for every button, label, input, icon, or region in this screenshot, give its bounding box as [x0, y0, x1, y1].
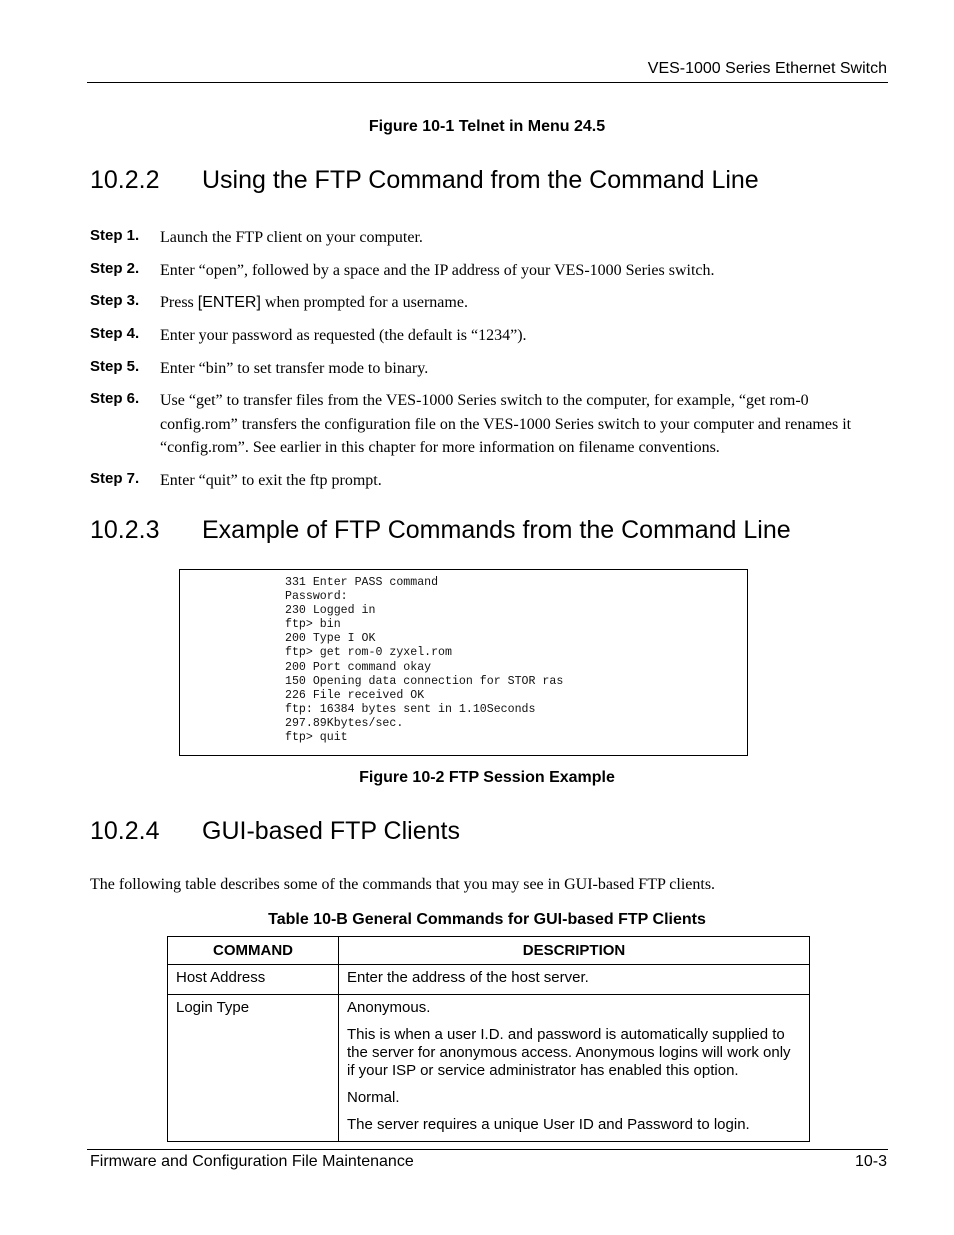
code-line: 230 Logged in — [285, 604, 376, 618]
step-label: Step 5. — [90, 358, 140, 375]
column-header-description: DESCRIPTION — [339, 937, 810, 965]
description-cell — [339, 965, 810, 995]
step-label: Step 6. — [90, 390, 140, 407]
step-text: Enter “open”, followed by a space and the IP address of your VES-1000 Series switch. — [160, 262, 715, 279]
command-cell: Host Address — [168, 965, 339, 995]
step-text: Launch the FTP client on your computer. — [160, 229, 423, 246]
step-label: Step 3. — [90, 292, 140, 309]
description-text: The server requires a unique User ID and Password to login. — [347, 1116, 750, 1133]
code-line: 200 Port command okay — [285, 660, 432, 674]
code-line: ftp> get rom-0 zyxel.rom — [285, 646, 452, 660]
code-line: 200 Type I OK — [285, 632, 376, 646]
section-heading-10-2-2 — [90, 166, 759, 195]
step-text: Enter “quit” to exit the ftp prompt. — [160, 472, 382, 489]
code-line: Password: — [285, 590, 348, 604]
step-text — [160, 291, 870, 315]
footer-chapter-title: Firmware and Configuration File Maintenance — [90, 1153, 414, 1170]
step-label: Step 4. — [90, 325, 140, 342]
page-number: 10-3 — [854, 1153, 887, 1170]
step-label: Step 1. — [90, 227, 140, 244]
table-row — [168, 995, 810, 1142]
ftp-session-code-box — [179, 569, 748, 756]
table-row — [168, 965, 810, 995]
command-cell: Login Type — [168, 995, 339, 1142]
section-heading-10-2-4 — [90, 817, 460, 846]
step-3 — [90, 291, 870, 315]
section-number: 10.2.3 — [90, 516, 160, 544]
code-line: 226 File received OK — [285, 688, 425, 702]
table-header-row — [168, 937, 810, 965]
running-header: VES-1000 Series Ethernet Switch — [647, 60, 887, 77]
figure-caption-telnet: Figure 10-1 Telnet in Menu 24.5 — [368, 118, 606, 135]
code-line: ftp> quit — [285, 731, 348, 745]
intro-paragraph: The following table describes some of the commands that you may see in GUI-based FTP clients. — [90, 876, 716, 893]
step-7 — [90, 469, 870, 493]
code-line: 150 Opening data connection for STOR ras — [285, 674, 564, 688]
code-block — [285, 576, 563, 745]
footer-rule — [87, 1149, 888, 1150]
step-label: Step 2. — [90, 260, 140, 277]
step-text-before: Press — [160, 294, 198, 311]
table-caption: Table 10-B General Commands for GUI-based FTP Clients — [268, 911, 706, 928]
section-title: GUI-based FTP Clients — [202, 817, 460, 845]
column-header-command: COMMAND — [168, 937, 339, 965]
step-6 — [90, 389, 870, 460]
code-line: 331 Enter PASS command — [285, 576, 439, 589]
section-number: 10.2.2 — [90, 166, 160, 194]
description-text: Enter the address of the host server. — [347, 969, 589, 986]
step-text-after: when prompted for a username. — [260, 294, 468, 311]
step-text: Enter “bin” to set transfer mode to binary. — [160, 360, 429, 377]
section-number: 10.2.4 — [90, 817, 160, 845]
step-label: Step 7. — [90, 470, 140, 487]
code-line: ftp: 16384 bytes sent in 1.10Seconds — [285, 702, 536, 716]
enter-key: [ENTER] — [197, 294, 261, 311]
step-4 — [90, 324, 870, 348]
section-title: Example of FTP Commands from the Command Line — [202, 516, 791, 544]
step-text: Use “get” to transfer files from the VES-1000 Series switch to the computer, for example, “get rom-0 config.rom” transfers the configuration file on the VES-1000 Series switch to your computer and renames it “config.rom”. See earlier in this chapter for more information on filename conventions. — [160, 392, 852, 456]
step-5 — [90, 357, 870, 381]
step-1 — [90, 226, 870, 250]
section-title: Using the FTP Command from the Command Line — [202, 166, 759, 194]
header-rule — [87, 82, 888, 83]
step-2 — [90, 259, 870, 283]
section-heading-10-2-3 — [90, 516, 791, 545]
figure-caption-ftp-session: Figure 10-2 FTP Session Example — [359, 769, 615, 786]
code-line: ftp> bin — [285, 618, 341, 632]
code-line: 297.89Kbytes/sec. — [285, 716, 404, 730]
ftp-commands-table — [167, 936, 810, 1142]
description-cell — [339, 995, 810, 1142]
description-text: This is when a user I.D. and password is automatically supplied to the server for anonymous access. Anonymous logins will work only if your ISP or service administrator has enabled this option. — [347, 1026, 791, 1079]
description-text: Normal. — [347, 1089, 400, 1106]
description-text: Anonymous. — [347, 999, 431, 1016]
step-text: Enter your password as requested (the default is “1234”). — [160, 327, 527, 344]
